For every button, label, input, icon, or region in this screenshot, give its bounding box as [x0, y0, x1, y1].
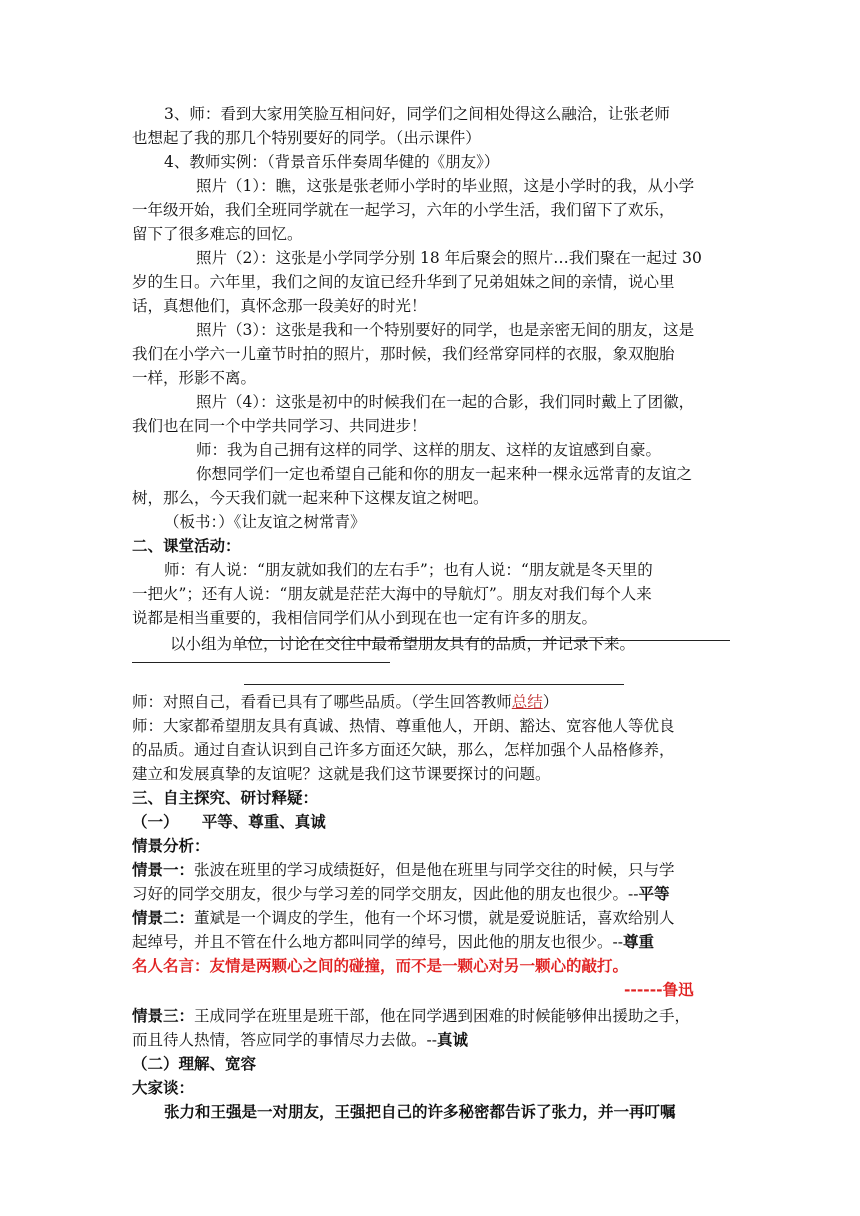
subsection-heading: 大家谈： — [132, 1079, 195, 1097]
answer-blank-line — [244, 684, 624, 685]
line-text: 起绰号，并且不管在什么地方都叫同学的绰号，因此他的朋友也很少。-- — [132, 933, 623, 951]
paragraph-line: 也想起了我的那几个特别要好的同学。（出示课件） — [132, 129, 481, 147]
subsection-heading: （一） 平等、尊重、真诚 — [132, 813, 326, 831]
scenario-line — [132, 1004, 690, 1028]
answer-blank-line — [132, 662, 390, 663]
line-text: 而且待人热情，答应同学的事情尽力去做。-- — [132, 1031, 437, 1049]
paragraph-line: 4、教师实例：（背景音乐伴奏周华健的《朋友》） — [164, 153, 500, 171]
paragraph-line: 照片（4）：这张是初中的时候我们在一起的合影，我们同时戴上了团徽， — [196, 393, 695, 411]
paragraph-line: 照片（2）：这张是小学同学分别 18 年后聚会的照片…我们聚在一起过 30 — [196, 249, 702, 267]
paragraph-line: 一把火”；还有人说：“朋友就是茫茫大海中的导航灯”。朋友对我们每个人来 — [132, 585, 652, 603]
paragraph-line: 以小组为单位，讨论在交往中最希望朋友具有的品质，并记录下来。 — [170, 635, 636, 653]
scenario-label: 情景三： — [132, 1007, 195, 1025]
paragraph-line: 照片（3）：这张是我和一个特别要好的同学，也是亲密无间的朋友，这是 — [196, 321, 695, 339]
line-text: 习好的同学交朋友，很少与学习差的同学交朋友，因此他的朋友也很少。-- — [132, 885, 639, 903]
scenario-tag: 尊重 — [622, 933, 654, 951]
paragraph-line: 一样，形影不离。 — [132, 369, 257, 387]
paragraph-line: 师：我为自己拥有这样的同学、这样的朋友、这样的友谊感到自豪。 — [196, 441, 662, 459]
scenario-tag: 平等 — [638, 885, 670, 903]
summary-link[interactable]: 总结 — [511, 693, 543, 711]
scenario-line — [132, 906, 675, 930]
subsection-heading: （二）理解、宽容 — [132, 1055, 257, 1073]
line-text: ） — [542, 693, 559, 711]
scenario-line — [132, 858, 675, 882]
paragraph-line: 师：大家都希望朋友具有真诚、热情、尊重他人，开朗、豁达、宽容他人等优良 — [132, 717, 675, 735]
paragraph-line: 我们也在同一个中学共同学习、共同进步！ — [132, 417, 427, 435]
scenario-tag: 真诚 — [436, 1031, 468, 1049]
line-text: 董斌是一个调皮的学生，他有一个坏习惯，就是爱说脏话，喜欢给别人 — [194, 909, 675, 927]
paragraph-line: 岁的生日。六年里，我们之间的友谊已经升华到了兄弟姐妹之间的亲情，说心里 — [132, 273, 675, 291]
scenario-label: 情景二： — [132, 909, 195, 927]
paragraph-line: 一年级开始，我们全班同学就在一起学习，六年的小学生活，我们留下了欢乐， — [132, 201, 675, 219]
section-heading: 三、自主探究、研讨释疑： — [132, 789, 319, 807]
paragraph-line: 的品质。通过自查认识到自己许多方面还欠缺，那么，怎样加强个人品格修养， — [132, 741, 675, 759]
paragraph-line: 树，那么，今天我们就一起来种下这棵友谊之树吧。 — [132, 489, 489, 507]
paragraph-line: （板书：）《让友谊之树常青》 — [164, 513, 366, 531]
line-text: 师：对照自己，看看已具有了哪些品质。（学生回答教师 — [132, 693, 512, 711]
paragraph-line: 话，真想他们，真怀念那一段美好的时光！ — [132, 297, 427, 315]
paragraph-line: 说都是相当重要的，我相信同学们从小到现在也一定有许多的朋友。 — [132, 609, 598, 627]
paragraph-line: 你想同学们一定也希望自己能和你的朋友一起来种一棵永远常青的友谊之 — [196, 465, 693, 483]
paragraph-line: 照片（1）：瞧，这张是张老师小学时的毕业照，这是小学时的我，从小学 — [196, 177, 695, 195]
paragraph-line: 3、师：看到大家用笑脸互相问好，同学们之间相处得这么融洽，让张老师 — [164, 105, 670, 123]
paragraph-line: 留下了很多难忘的回忆。 — [132, 225, 303, 243]
scenario-line — [132, 930, 654, 954]
answer-blank-line — [244, 640, 730, 641]
paragraph-line: 张力和王强是一对朋友，王强把自己的许多秘密都告诉了张力，并一再叮嘱 — [164, 1103, 676, 1121]
paragraph-line: 师：有人说：“朋友就如我们的左右手”；也有人说：“朋友就是冬天里的 — [164, 561, 653, 579]
famous-quote: 名人名言：友情是两颗心之间的碰撞，而不是一颗心对另一颗心的敲打。 — [132, 957, 629, 975]
line-text: 王成同学在班里是班干部，他在同学遇到困难的时候能够伸出援助之手， — [194, 1007, 691, 1025]
subsection-heading: 情景分析： — [132, 837, 210, 855]
scenario-line — [132, 882, 670, 906]
paragraph-line: 我们在小学六一儿童节时拍的照片，那时候，我们经常穿同样的衣服，象双胞胎 — [132, 345, 675, 363]
line-text: 张波在班里的学习成绩挺好，但是他在班里与同学交往的时候，只与学 — [194, 861, 675, 879]
paragraph-line — [132, 690, 558, 714]
paragraph-line: 建立和发展真挚的友谊呢？这就是我们这节课要探讨的问题。 — [132, 765, 551, 783]
scenario-label: 情景一： — [132, 861, 195, 879]
section-heading: 二、课堂活动： — [132, 537, 241, 555]
scenario-line — [132, 1028, 468, 1052]
quote-author: ------鲁迅 — [624, 981, 694, 999]
